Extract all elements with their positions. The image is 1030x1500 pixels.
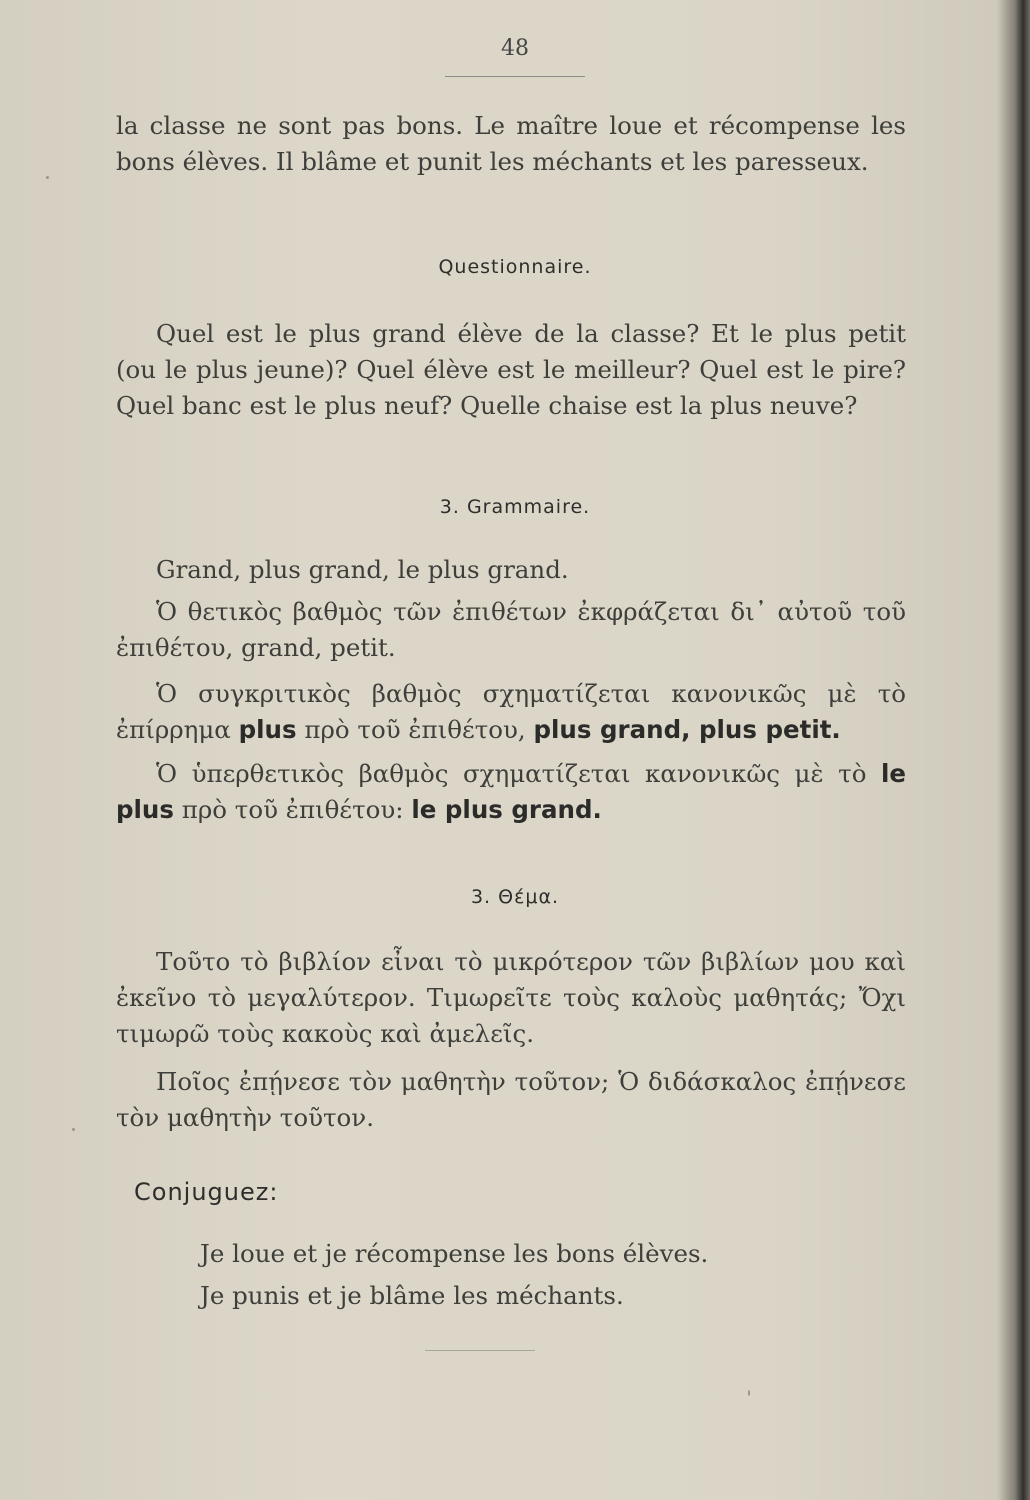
questionnaire-heading: Questionnaire. [438,256,592,278]
paper-speck [748,1390,750,1396]
superlative-degree-rule [116,756,906,828]
thema-paragraph-1: Τοῦτο τὸ βιβλίον εἶναι τὸ μικρότερον τῶν βιβλίων μου καὶ ἐκεῖνο τὸ μεγαλύτερον. Τιμωρεῖτε τοὺς καλοὺς μαθητάς; Ὄχι τιμωρῶ τοὺς κακοὺς καὶ ἀμελεῖς. [116,947,906,1048]
conjugation-line: Je loue et je récompense les bons élèves. [200,1239,709,1268]
superlative-greek-b: πρὸ τοῦ ἐπιθέτου: [181,795,404,824]
conjugation-line: Je punis et je blâme les méchants. [200,1281,624,1310]
superlative-example: le plus grand. [411,795,602,824]
page-number: 48 [501,36,529,61]
thema-heading: 3. Θέμα. [470,886,560,908]
comparative-degree-rule [116,676,906,748]
questionnaire-paragraph: Quel est le plus grand élève de la classe? Et le plus petit (ou le plus jeune)? Quel élève est le meilleur? Quel est le pire? Quel banc est le plus neuf? Quelle chaise est la plus neuve? [116,319,906,420]
lecture-paragraph: la classe ne sont pas bons. Le maître loue et récompense les bons élèves. Il blâme et punit les méchants et les paresseux. [116,111,906,176]
binding-edge [996,0,1030,1500]
paper-speck [46,176,49,179]
grammaire-heading: 3. Grammaire. [439,496,591,518]
paper-speck [72,1128,75,1131]
comparative-greek-b: πρὸ τοῦ ἐπιθέτου, [304,715,526,744]
comparative-examples: plus grand, plus petit. [533,715,841,744]
header-rule [445,76,585,77]
superlative-word: le plus [116,759,906,824]
comparative-word: plus [238,715,297,744]
conjuguez-label: Conjuguez: [134,1178,279,1206]
positive-greek: Ὁ θετικὸς βαθμὸς τῶν ἐπιθέτων ἐκφράζεται δι᾽ αὐτοῦ τοῦ ἐπιθέτου, [116,597,906,662]
positive-degree-rule [116,594,906,666]
positive-french: grand, petit. [241,633,396,662]
footer-rule [425,1350,535,1351]
comparative-greek-a: Ὁ συγκριτικὸς βαθμὸς σχηματίζεται κανονικῶς μὲ τὸ ἐπίρρημα [116,679,906,744]
thema-paragraph-2: Ποῖος ἐπῄνεσε τὸν μαθητὴν τοῦτον; Ὁ διδάσκαλος ἐπῄνεσε τὸν μαθητὴν τοῦτον. [116,1067,906,1132]
superlative-greek-a: Ὁ ὑπερθετικὸς βαθμὸς σχηματίζεται κανονικῶς μὲ τὸ [156,759,867,788]
grammar-example: Grand, plus grand, le plus grand. [156,555,569,584]
